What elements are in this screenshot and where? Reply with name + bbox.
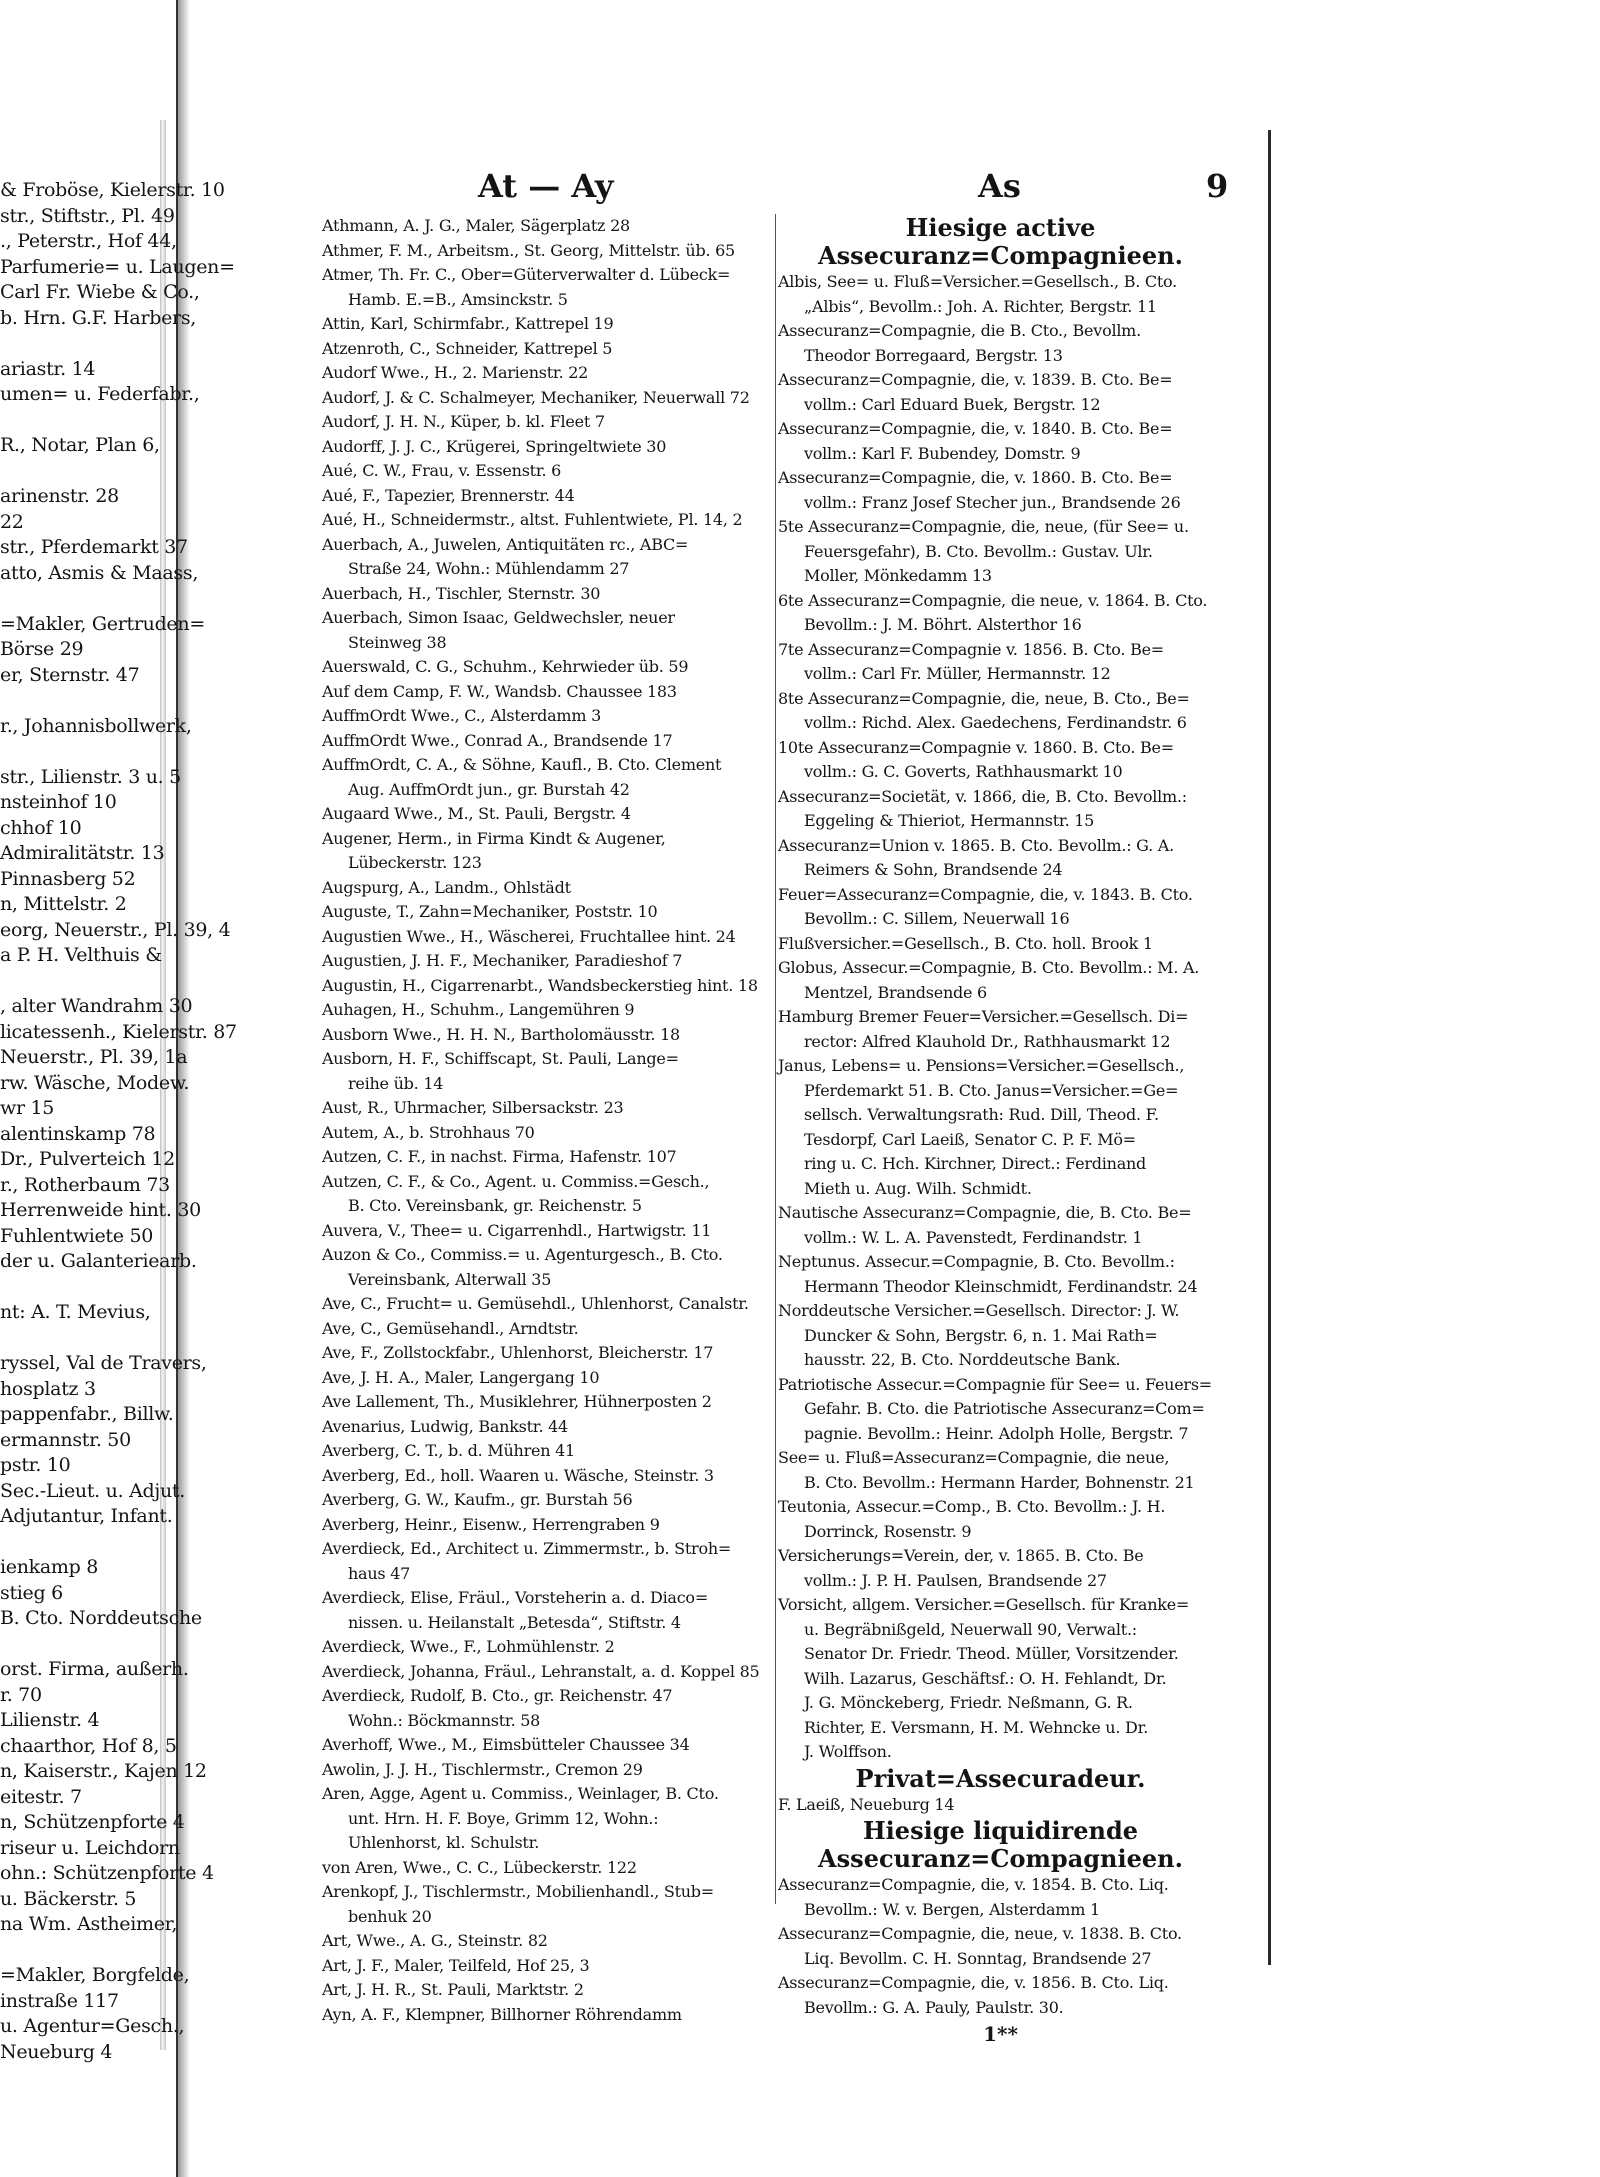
directory-entry-line: von Aren, Wwe., C. C., Lübeckerstr. 122 xyxy=(322,1857,637,1877)
section-title-active-b: Assecuranz=Compagnieen. xyxy=(818,241,1183,270)
directory-entry-line: Richter, E. Versmann, H. M. Wehncke u. Dr. xyxy=(804,1717,1149,1737)
previous-page-line: r. 70 xyxy=(0,1683,42,1706)
directory-entry-line: Auguste, T., Zahn=Mechaniker, Poststr. 10 xyxy=(322,902,658,921)
directory-entry-line: Mieth u. Aug. Wilh. Schmidt. xyxy=(804,1178,1032,1198)
directory-entry-line: AuffmOrdt Wwe., Conrad A., Brandsende 17 xyxy=(322,730,673,750)
directory-entry-line: Art, J. F., Maler, Teilfeld, Hof 25, 3 xyxy=(322,1955,590,1975)
directory-entry-line: Bevollm.: J. M. Böhrt. Alsterthor 16 xyxy=(804,615,1082,634)
directory-entry-line: Autzen, C. F., in nachst. Firma, Hafenstr. 107 xyxy=(322,1147,677,1166)
directory-entry-line: AuffmOrdt Wwe., C., Alsterdamm 3 xyxy=(322,706,602,725)
previous-page-line: alentinskamp 78 xyxy=(0,1122,156,1145)
directory-entry-line: Ave Lallement, Th., Musiklehrer, Hühnerposten 2 xyxy=(322,1392,712,1411)
directory-entry-line: Ayn, A. F., Klempner, Billhorner Röhrendamm xyxy=(322,2004,682,2024)
previous-page-line: , alter Wandrahm 30 xyxy=(0,995,193,1017)
directory-entry-line: Mentzel, Brandsende 6 xyxy=(804,982,987,1002)
previous-page-line: Lilienstr. 4 xyxy=(0,1709,100,1731)
directory-entry-line: Patriotische Assecur.=Compagnie für See= u. Feuers= xyxy=(778,1374,1212,1394)
previous-page-line: orst. Firma, außerh. xyxy=(0,1658,189,1680)
directory-entry-line: Auerbach, H., Tischler, Sternstr. 30 xyxy=(322,583,601,603)
previous-page-line: ohn.: Schützenpforte 4 xyxy=(0,1862,214,1884)
directory-entry-line: Auzon & Co., Commiss.= u. Agenturgesch., B. Cto. xyxy=(322,1245,723,1264)
directory-entry-line: unt. Hrn. H. F. Boye, Grimm 12, Wohn.: xyxy=(348,1808,659,1828)
directory-entry-line: Averberg, C. T., b. d. Mühren 41 xyxy=(322,1441,575,1460)
directory-entry-line: Avenarius, Ludwig, Bankstr. 44 xyxy=(322,1416,568,1436)
previous-page-line: er, Sternstr. 47 xyxy=(0,663,140,686)
directory-entry-line: Hamb. E.=B., Amsinckstr. 5 xyxy=(348,289,568,309)
directory-entry-line: 5te Assecuranz=Compagnie, die, neue, (für See= u. xyxy=(778,517,1189,536)
directory-entry-line: Bevollm.: C. Sillem, Neuerwall 16 xyxy=(804,909,1070,928)
previous-page-line: atto, Asmis & Maass, xyxy=(0,561,199,584)
directory-entry-line: Bevollm.: W. v. Bergen, Alsterdamm 1 xyxy=(804,1899,1100,1919)
previous-page-line: nt: A. T. Mevius, xyxy=(0,1301,151,1323)
directory-entry-line: Averdieck, Johanna, Fräul., Lehranstalt, a. d. Koppel 85 xyxy=(322,1661,760,1681)
previous-page-line: Carl Fr. Wiebe & Co., xyxy=(0,281,200,303)
previous-page-line: der u. Galanteriearb. xyxy=(0,1250,197,1272)
previous-page-line: R., Notar, Plan 6, xyxy=(0,434,160,456)
previous-page-line xyxy=(0,1275,192,1301)
previous-page-line: n, Mittelstr. 2 xyxy=(0,893,127,915)
directory-entry-line: reihe üb. 14 xyxy=(348,1073,444,1093)
previous-page-line: chaarthor, Hof 8, 5 xyxy=(0,1734,177,1757)
previous-page-line: a P. H. Velthuis & xyxy=(0,944,162,966)
directory-entry-line: Albis, See= u. Fluß=Versicher.=Gesellsch., B. Cto. xyxy=(778,272,1177,291)
previous-page-line: Admiralitätstr. 13 xyxy=(0,842,165,864)
page-number: 9 xyxy=(1206,167,1229,205)
previous-page-line xyxy=(0,1938,192,1964)
directory-entry-line: Augustien Wwe., H., Wäscherei, Fruchtallee hint. 24 xyxy=(322,926,736,946)
directory-entry-line: Dorrinck, Rosenstr. 9 xyxy=(804,1521,972,1541)
directory-entry-line: Wilh. Lazarus, Geschäftsf.: O. H. Fehlandt, Dr. xyxy=(804,1668,1167,1688)
directory-entry-line: B. Cto. Bevollm.: Hermann Harder, Bohnenstr. 21 xyxy=(804,1472,1195,1492)
directory-entry-line: Uhlenhorst, kl. Schulstr. xyxy=(348,1833,540,1852)
previous-page-line: pstr. 10 xyxy=(0,1454,71,1476)
directory-entry-line: B. Cto. Vereinsbank, gr. Reichenstr. 5 xyxy=(348,1196,642,1215)
previous-page-line xyxy=(0,688,192,714)
directory-entry-line: Moller, Mönkedamm 13 xyxy=(804,566,992,585)
directory-entry-line: Tesdorpf, Carl Laeiß, Senator C. P. F. Mö= xyxy=(804,1129,1136,1149)
directory-entry-line: Vorsicht, allgem. Versicher.=Gesellsch. für Kranke= xyxy=(778,1595,1190,1614)
directory-entry-line: Autem, A., b. Strohhaus 70 xyxy=(322,1122,535,1142)
directory-entry-line: ring u. C. Hch. Kirchner, Direct.: Ferdinand xyxy=(804,1154,1147,1173)
previous-page-line: B. Cto. Norddeutsche xyxy=(0,1607,202,1629)
directory-entry-line: Assecuranz=Compagnie, die, v. 1860. B. Cto. Be= xyxy=(778,468,1173,487)
directory-entry-line: See= u. Fluß=Assecuranz=Compagnie, die neue, xyxy=(778,1448,1170,1467)
directory-entry-line: Awolin, J. J. H., Tischlermstr., Cremon 29 xyxy=(322,1759,643,1779)
directory-entry-line: Globus, Assecur.=Compagnie, B. Cto. Bevollm.: M. A. xyxy=(778,958,1200,977)
previous-page-line xyxy=(0,1326,192,1352)
directory-entry-line: Audorf Wwe., H., 2. Marienstr. 22 xyxy=(322,363,589,382)
previous-page-line: hosplatz 3 xyxy=(0,1377,96,1400)
directory-entry-line: Assecuranz=Compagnie, die B. Cto., Bevollm. xyxy=(778,321,1141,340)
directory-entry-line: Averhoff, Wwe., M., Eimsbütteler Chaussee 34 xyxy=(322,1735,690,1754)
directory-entry-line: Theodor Borregaard, Bergstr. 13 xyxy=(804,345,1063,365)
directory-entry-line: Assecuranz=Compagnie, die, v. 1856. B. Cto. Liq. xyxy=(778,1973,1169,1992)
previous-page-line: umen= u. Federfabr., xyxy=(0,383,200,405)
previous-page-line: ienkamp 8 xyxy=(0,1556,99,1578)
directory-entry-line: Wohn.: Böckmannstr. 58 xyxy=(348,1710,541,1730)
section-title-active-a: Hiesige active xyxy=(905,213,1096,242)
previous-page-line: u. Agentur=Gesch., xyxy=(0,2015,185,2037)
directory-entry-line: u. Begräbnißgeld, Neuerwall 90, Verwalt.: xyxy=(804,1619,1137,1639)
directory-entry-line: Eggeling & Thieriot, Hermannstr. 15 xyxy=(804,811,1095,830)
directory-entry-line: Ave, C., Gemüsehandl., Arndtstr. xyxy=(322,1318,579,1338)
directory-entry-line: Augustien, J. H. F., Mechaniker, Paradieshof 7 xyxy=(322,951,683,970)
previous-page-line: nsteinhof 10 xyxy=(0,791,117,813)
directory-entry-line: Augspurg, A., Landm., Ohlstädt xyxy=(322,877,571,897)
directory-entry-line: Assecuranz=Compagnie, die, v. 1840. B. Cto. Be= xyxy=(778,419,1173,438)
section-title-liquidating-a: Hiesige liquidirende xyxy=(863,1816,1138,1845)
previous-page-line: na Wm. Astheimer, xyxy=(0,1913,178,1935)
directory-entry-line: Arenkopf, J., Tischlermstr., Mobilienhandl., Stub= xyxy=(322,1882,714,1901)
previous-page-line: chhof 10 xyxy=(0,816,82,839)
directory-entry-line: vollm.: J. P. H. Paulsen, Brandsende 27 xyxy=(804,1570,1107,1590)
previous-page-line: b. Hrn. G.F. Harbers, xyxy=(0,306,197,329)
directory-entry-line: nissen. u. Heilanstalt „Betesda“, Stiftstr. 4 xyxy=(348,1612,681,1632)
directory-entry-line: AuffmOrdt, C. A., & Söhne, Kaufl., B. Cto. Clement xyxy=(322,755,722,774)
directory-entry-line: Assecuranz=Societät, v. 1866, die, B. Cto. Bevollm.: xyxy=(778,786,1187,806)
directory-entry-line: Ausborn, H. F., Schiffscapt, St. Pauli, Lange= xyxy=(322,1049,679,1068)
directory-entry-line: Augener, Herm., in Firma Kindt & Augener, xyxy=(322,828,666,848)
previous-page-line: Dr., Pulverteich 12 xyxy=(0,1148,175,1170)
directory-entry-line: Averdieck, Rudolf, B. Cto., gr. Reichenstr. 47 xyxy=(322,1686,673,1705)
directory-entry-line: vollm.: Carl Fr. Müller, Hermannstr. 12 xyxy=(804,664,1111,683)
directory-entry-line: Ave, J. H. A., Maler, Langergang 10 xyxy=(322,1367,600,1387)
directory-entry-line: Assecuranz=Union v. 1865. B. Cto. Bevollm.: G. A. xyxy=(778,835,1174,855)
directory-entry-line: Feuersgefahr), B. Cto. Bevollm.: Gustav. Ulr. xyxy=(804,541,1153,561)
directory-entry-line: Liq. Bevollm. C. H. Sonntag, Brandsende 27 xyxy=(804,1948,1152,1968)
directory-entry-line: Attin, Karl, Schirmfabr., Kattrepel 19 xyxy=(322,314,614,333)
directory-entry-line: Norddeutsche Versicher.=Gesellsch. Director: J. W. xyxy=(778,1301,1180,1320)
previous-page-line: str., Pferdemarkt 37 xyxy=(0,536,188,558)
directory-entry-line: 7te Assecuranz=Compagnie v. 1856. B. Cto. Be= xyxy=(778,639,1164,659)
previous-page-line: Parfumerie= u. Laugen= xyxy=(0,255,235,278)
previous-page-line: n, Schützenpforte 4 xyxy=(0,1811,185,1833)
directory-entry-line: Flußversicher.=Gesellsch., B. Cto. holl. Brook 1 xyxy=(778,933,1153,953)
directory-entry-line: Teutonia, Assecur.=Comp., B. Cto. Bevollm.: J. H. xyxy=(778,1497,1166,1516)
directory-entry-line: Atmer, Th. Fr. C., Ober=Güterverwalter d. Lübeck= xyxy=(322,265,731,284)
previous-page-line: Fuhlentwiete 50 xyxy=(0,1224,154,1247)
previous-page-line: pappenfabr., Billw. xyxy=(0,1403,174,1425)
previous-page-line: & Froböse, Kielerstr. 10 xyxy=(0,179,225,201)
directory-entry-line: Feuer=Assecuranz=Compagnie, die, v. 1843. B. Cto. xyxy=(778,884,1193,904)
directory-column-left xyxy=(322,214,774,2024)
previous-page-line: r., Johannisbollwerk, xyxy=(0,714,192,737)
directory-entry-line: Ave, C., Frucht= u. Gemüsehdl., Uhlenhorst, Canalstr. xyxy=(322,1294,749,1313)
directory-entry-line: Neptunus. Assecur.=Compagnie, B. Cto. Bevollm.: xyxy=(778,1252,1175,1271)
previous-page-line: wr 15 xyxy=(0,1097,55,1119)
directory-entry-line: hausstr. 22, B. Cto. Norddeutsche Bank. xyxy=(804,1350,1121,1369)
directory-entry-line: Atzenroth, C., Schneider, Kattrepel 5 xyxy=(322,338,613,358)
previous-page-line: r., Rotherbaum 73 xyxy=(0,1173,170,1196)
directory-entry-line: 6te Assecuranz=Compagnie, die neue, v. 1864. B. Cto. xyxy=(778,590,1208,610)
previous-page-column xyxy=(0,178,237,2063)
previous-page-line: ermannstr. 50 xyxy=(0,1428,131,1451)
previous-page-line: instraße 117 xyxy=(0,1989,119,2012)
previous-page-line: arinenstr. 28 xyxy=(0,485,119,507)
directory-entry-line: Bevollm.: G. A. Pauly, Paulstr. 30. xyxy=(804,1997,1064,2017)
directory-entry-line: Aué, C. W., Frau, v. Essenstr. 6 xyxy=(322,461,562,480)
directory-entry-line: sellsch. Verwaltungsrath: Rud. Dill, Theod. F. xyxy=(804,1105,1159,1124)
previous-page-line: str., Stiftstr., Pl. 49 xyxy=(0,204,175,227)
previous-page-line: Herrenweide hint. 30 xyxy=(0,1199,201,1221)
directory-entry-line: Aren, Agge, Agent u. Commiss., Weinlager, B. Cto. xyxy=(322,1784,719,1803)
directory-entry-line: Auerbach, A., Juwelen, Antiquitäten rc., ABC= xyxy=(322,534,689,554)
previous-page-line: Neuerstr., Pl. 39, 1a xyxy=(0,1046,188,1068)
directory-entry-line: Auhagen, H., Schuhm., Langemühren 9 xyxy=(322,1000,635,1019)
section-active-entries xyxy=(778,270,1223,1765)
column-divider xyxy=(775,214,776,1904)
directory-entry-line: Augustin, H., Cigarrenarbt., Wandsbeckerstieg hint. 18 xyxy=(322,975,758,995)
running-header-left: At — Ay xyxy=(478,167,614,205)
previous-page-line: str., Lilienstr. 3 u. 5 xyxy=(0,765,181,788)
directory-entry-line: Pferdemarkt 51. B. Cto. Janus=Versicher.=Ge= xyxy=(804,1080,1179,1100)
directory-entry-line: „Albis“, Bevollm.: Joh. A. Richter, Bergstr. 11 xyxy=(804,296,1157,316)
previous-page-line: eitestr. 7 xyxy=(0,1785,82,1808)
directory-entry-line: rector: Alfred Klauhold Dr., Rathhausmarkt 12 xyxy=(804,1031,1171,1051)
directory-entry-line: Auf dem Camp, F. W., Wandsb. Chaussee 183 xyxy=(322,681,677,701)
directory-entry-line: Aué, H., Schneidermstr., altst. Fuhlentwiete, Pl. 14, 2 xyxy=(322,510,743,529)
printer-signature-mark: 1** xyxy=(983,2022,1018,2046)
directory-entry-line: Senator Dr. Friedr. Theod. Müller, Vorsitzender. xyxy=(804,1644,1179,1663)
previous-page-line xyxy=(0,586,192,612)
directory-entry-line: Averdieck, Elise, Fräul., Vorsteherin a. d. Diaco= xyxy=(322,1588,708,1607)
directory-entry-line: Reimers & Sohn, Brandsende 24 xyxy=(804,860,1063,879)
directory-entry-line: vollm.: Karl F. Bubendey, Domstr. 9 xyxy=(804,443,1081,463)
directory-entry-line: Aug. AuffmOrdt jun., gr. Burstah 42 xyxy=(348,779,630,799)
directory-entry-line: haus 47 xyxy=(348,1563,411,1583)
section-title-private: Privat=Assecuradeur. xyxy=(855,1763,1146,1793)
directory-entry-line: vollm.: Carl Eduard Buek, Bergstr. 12 xyxy=(804,394,1101,414)
directory-entry-line: Averdieck, Ed., Architect u. Zimmermstr., b. Stroh= xyxy=(322,1539,732,1558)
directory-entry-line: Audorf, J. H. N., Küper, b. kl. Fleet 7 xyxy=(322,412,605,431)
directory-entry-line: Assecuranz=Compagnie, die, v. 1854. B. Cto. Liq. xyxy=(778,1875,1169,1894)
directory-entry-line: Averdieck, Wwe., F., Lohmühlenstr. 2 xyxy=(322,1637,615,1656)
directory-entry-line: benhuk 20 xyxy=(348,1906,432,1926)
directory-entry-line: Audorff, J. J. C., Krügerei, Springeltwiete 30 xyxy=(322,436,667,456)
directory-entry-line: Lübeckerstr. 123 xyxy=(348,853,482,872)
previous-page-line: Pinnasberg 52 xyxy=(0,867,136,890)
previous-page-line xyxy=(0,1530,192,1556)
directory-entry-line: Nautische Assecuranz=Compagnie, die, B. Cto. Be= xyxy=(778,1203,1192,1222)
previous-page-line: ., Peterstr., Hof 44, xyxy=(0,230,177,252)
directory-entry-line: Janus, Lebens= u. Pensions=Versicher.=Gesellsch., xyxy=(778,1056,1185,1075)
section-title-liquidating-b: Assecuranz=Compagnieen. xyxy=(818,1844,1183,1873)
previous-page-line: ryssel, Val de Travers, xyxy=(0,1352,207,1374)
directory-entry-line: Auvera, V., Thee= u. Cigarrenhdl., Hartwigstr. 11 xyxy=(322,1220,712,1240)
directory-entry-line: Averberg, G. W., Kaufm., gr. Burstah 56 xyxy=(322,1490,633,1509)
previous-page-line: Sec.-Lieut. u. Adjut. xyxy=(0,1479,185,1502)
directory-entry-line: Aué, F., Tapezier, Brennerstr. 44 xyxy=(322,485,575,505)
directory-column-right xyxy=(778,213,1223,2046)
directory-entry-line: Hermann Theodor Kleinschmidt, Ferdinandstr. 24 xyxy=(804,1276,1198,1296)
directory-entry-line: Auerbach, Simon Isaac, Geldwechsler, neuer xyxy=(322,608,675,627)
directory-entry-line: Gefahr. B. Cto. die Patriotische Assecuranz=Com= xyxy=(804,1399,1205,1418)
directory-entry-line: vollm.: G. C. Goverts, Rathhausmarkt 10 xyxy=(804,762,1123,781)
previous-page-line: n, Kaiserstr., Kajen 12 xyxy=(0,1760,207,1782)
directory-entry-line: Averberg, Heinr., Eisenw., Herrengraben 9 xyxy=(322,1514,660,1534)
directory-entry-line: vollm.: Franz Josef Stecher jun., Brandsende 26 xyxy=(804,492,1181,512)
directory-entry-line: Augaard Wwe., M., St. Pauli, Bergstr. 4 xyxy=(322,804,631,823)
directory-entry-line: Hamburg Bremer Feuer=Versicher.=Gesellsch. Di= xyxy=(778,1007,1189,1026)
directory-entry-line: Averberg, Ed., holl. Waaren u. Wäsche, Steinstr. 3 xyxy=(322,1465,714,1485)
previous-page-line: =Makler, Gertruden= xyxy=(0,612,205,635)
previous-page-line: =Makler, Borgfelde, xyxy=(0,1964,190,1986)
previous-page-line: rw. Wäsche, Modew. xyxy=(0,1071,190,1094)
previous-page-line: Adjutantur, Infant. xyxy=(0,1505,173,1527)
directory-entry-line: 8te Assecuranz=Compagnie, die, neue, B. Cto., Be= xyxy=(778,688,1190,708)
section-private-entries xyxy=(778,1793,1223,1818)
directory-entry-line: vollm.: W. L. A. Pavenstedt, Ferdinandstr. 1 xyxy=(804,1227,1143,1247)
previous-page-line xyxy=(0,331,192,357)
previous-page-line: eorg, Neuerstr., Pl. 39, 4 xyxy=(0,918,231,941)
directory-entry-line: Steinweg 38 xyxy=(348,632,447,652)
directory-entry-line: Audorf, J. & C. Schalmeyer, Mechaniker, Neuerwall 72 xyxy=(322,387,750,407)
previous-page-line xyxy=(0,1632,192,1658)
previous-page-line: 22 xyxy=(0,510,24,533)
previous-page-line: Börse 29 xyxy=(0,638,84,660)
previous-page-line xyxy=(0,459,192,485)
section-liquidating-entries xyxy=(778,1873,1223,2020)
directory-entry-line: Autzen, C. F., & Co., Agent. u. Commiss.=Gesch., xyxy=(322,1171,710,1191)
directory-entry-line: Auerswald, C. G., Schuhm., Kehrwieder üb. 59 xyxy=(322,657,689,676)
running-header-right: As xyxy=(978,167,1021,205)
directory-entry-line: Straße 24, Wohn.: Mühlendamm 27 xyxy=(348,559,630,578)
directory-entry-line: 10te Assecuranz=Compagnie v. 1860. B. Cto. Be= xyxy=(778,737,1174,757)
previous-page-line: stieg 6 xyxy=(0,1581,63,1604)
directory-entry-line: J. Wolffson. xyxy=(804,1742,892,1761)
directory-entry-line: Versicherungs=Verein, der, v. 1865. B. Cto. Be xyxy=(778,1546,1144,1565)
directory-entry-line: Athmann, A. J. G., Maler, Sägerplatz 28 xyxy=(322,216,630,235)
directory-entry-line: Assecuranz=Compagnie, die, neue, v. 1838. B. Cto. xyxy=(778,1924,1182,1943)
previous-page-line xyxy=(0,969,192,995)
previous-page-line: Neueburg 4 xyxy=(0,2040,113,2063)
directory-entry-line: F. Laeiß, Neueburg 14 xyxy=(778,1794,955,1814)
directory-entry-line: Athmer, F. M., Arbeitsm., St. Georg, Mittelstr. üb. 65 xyxy=(322,240,735,260)
directory-entry-line: J. G. Mönckeberg, Friedr. Neßmann, G. R. xyxy=(804,1693,1133,1712)
directory-entry-line: Vereinsbank, Alterwall 35 xyxy=(348,1269,552,1289)
previous-page-line: ariastr. 14 xyxy=(0,357,96,380)
directory-entry-line: Duncker & Sohn, Bergstr. 6, n. 1. Mai Rath= xyxy=(804,1325,1158,1345)
directory-entry-line: pagnie. Bevollm.: Heinr. Adolph Holle, Bergstr. 7 xyxy=(804,1423,1189,1443)
directory-entry-line: Assecuranz=Compagnie, die, v. 1839. B. Cto. Be= xyxy=(778,370,1173,389)
directory-entry-line: Ausborn Wwe., H. H. N., Bartholomäusstr. 18 xyxy=(322,1024,680,1044)
previous-page-line xyxy=(0,408,192,434)
directory-entry-line: vollm.: Richd. Alex. Gaedechens, Ferdinandstr. 6 xyxy=(804,713,1187,732)
page-edge-right xyxy=(1268,130,1271,1965)
previous-page-line: riseur u. Leichdorn xyxy=(0,1836,180,1859)
directory-entry-line: Art, J. H. R., St. Pauli, Marktstr. 2 xyxy=(322,1980,584,1999)
previous-page-line: u. Bäckerstr. 5 xyxy=(0,1887,137,1910)
previous-page-line: licatessenh., Kielerstr. 87 xyxy=(0,1020,237,1043)
directory-entry-line: Ave, F., Zollstockfabr., Uhlenhorst, Bleicherstr. 17 xyxy=(322,1343,714,1362)
directory-entry-line: Art, Wwe., A. G., Steinstr. 82 xyxy=(322,1931,548,1950)
previous-page-line xyxy=(0,739,192,765)
directory-entry-line: Aust, R., Uhrmacher, Silbersackstr. 23 xyxy=(322,1098,624,1117)
